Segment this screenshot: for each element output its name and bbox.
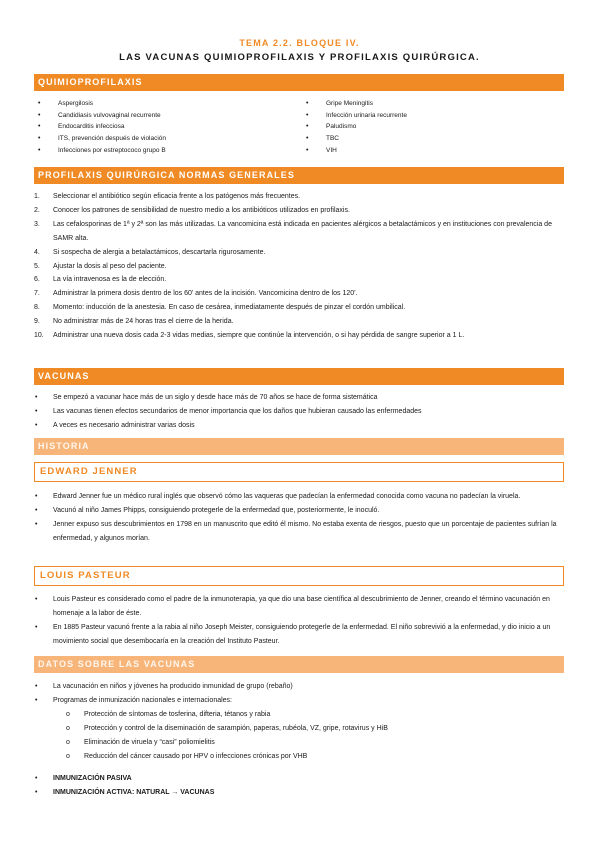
bullet-icon: • (35, 624, 38, 632)
circle-bullet-icon: o (66, 725, 70, 733)
jenner-list (34, 490, 562, 546)
section-heading-historia: HISTORIA (34, 438, 564, 455)
list-item: • Infección urinaria recurrente (302, 110, 562, 122)
sublist-item: o Protección y control de la diseminación de sarampión, paperas, rubéola, VZ, gripe, rotavirus y HiB (34, 722, 562, 736)
pasteur-list (34, 593, 562, 649)
list-item: • Vacunó al niño James Phipps, consiguiendo protegerle de la enfermedad que, posteriormente, le inoculó. (34, 504, 562, 518)
bullet-icon: • (35, 394, 38, 401)
list-item: • Paludismo (302, 121, 562, 133)
subsection-heading-jenner: EDWARD JENNER (34, 462, 564, 482)
list-item: • Infecciones por estreptococo grupo B (34, 145, 294, 157)
list-item: • Las vacunas tienen efectos secundarios de menor importancia que los daños que hubieran causado las enfermedades (34, 405, 562, 419)
list-item: 4. Si sospecha de alergia a betalactámicos, descartarla rigurosamente. (34, 248, 266, 256)
list-item: • VIH (302, 145, 562, 157)
list-item: 5. Ajustar la dosis al peso del paciente. (34, 262, 167, 270)
list-item: 6. La vía intravenosa es la de elección. (34, 276, 167, 284)
section-heading-datos: DATOS SOBRE LAS VACUNAS (34, 656, 564, 673)
bullet-icon: • (35, 775, 38, 782)
list-item: • En 1885 Pasteur vacunó frente a la rabia al niño Joseph Meister, consiguiendo protegerle de la enfermedad. El niño sobrevivió a la enfermedad, y dio inicio a un movimiento social que desembocaría en la creación del Instituto Pasteur. (34, 621, 562, 649)
list-item: • Jenner expuso sus descubrimientos en 1798 en un manuscrito que editó él mismo. No estaba exenta de riesgos, puesto que un porcentaje de pacientes sufrían la enfermedad, y algunos morían. (34, 518, 562, 546)
bullet-icon: • (306, 135, 309, 143)
list-item: 8. Momento: inducción de la anestesia. En caso de cesárea, inmediatamente después de pinzar el cordón umbilical. (34, 304, 406, 312)
vacunas-list (34, 391, 562, 433)
document-title: TEMA 2.2. BLOQUE IV. (239, 38, 360, 48)
datos-list (34, 680, 562, 765)
list-item: 1. Seleccionar el antibiótico según eficacia frente a los patógenos más frecuentes. (34, 193, 301, 200)
sublist-item: o Reducción del cáncer causado por HPV o infecciones crónicas por VHB (34, 750, 562, 764)
profilaxis-list (34, 190, 562, 343)
bullet-icon: • (306, 111, 309, 119)
bullet-icon: • (38, 111, 41, 119)
circle-bullet-icon: o (66, 711, 70, 719)
bullet-icon: • (35, 683, 38, 690)
list-item (34, 786, 562, 800)
bullet-icon: • (35, 422, 38, 430)
inmunizacion-list (34, 772, 562, 800)
subsection-heading-pasteur: LOUIS PASTEUR (34, 566, 564, 586)
list-item: • ITS, prevención después de violación (34, 133, 294, 145)
list-item: • Se empezó a vacunar hace más de un siglo y desde hace más de 70 años se hace de forma sistemática (34, 391, 562, 405)
list-item: • TBC (302, 133, 562, 145)
bullet-icon: • (35, 408, 38, 416)
bullet-icon: • (35, 507, 38, 515)
circle-bullet-icon: o (66, 753, 70, 761)
bullet-icon: • (306, 123, 309, 131)
bullet-icon: • (35, 789, 38, 797)
quimioprofilaxis-list-left (34, 98, 294, 157)
list-item: • Louis Pasteur es considerado como el padre de la inmunoterapia, ya que dio una base científica al descubrimiento de Jenner, creando el término vacunación en homenaje a la labor de éste. (34, 593, 562, 621)
list-item: • Aspergilosis (34, 98, 294, 110)
sublist-item: o Protección de síntomas de tosferina, difteria, tétanos y rabia (34, 708, 562, 722)
programas-sublist (34, 708, 562, 764)
list-item: • A veces es necesario administrar varias dosis (34, 419, 562, 433)
list-item: • Edward Jenner fue un médico rural inglés que observó cómo las vaqueras que padecían la enfermedad conocida como vacuna no padecían la viruela. (34, 490, 562, 504)
section-heading-vacunas: VACUNAS (34, 368, 564, 385)
document-subtitle: LAS VACUNAS QUIMIOPROFILAXIS Y PROFILAXIS QUIRÚRGICA. (119, 52, 480, 63)
bullet-icon: • (35, 697, 38, 705)
sublist-item: o Eliminación de viruela y “casi” poliomielitis (34, 736, 562, 750)
circle-bullet-icon: o (66, 739, 70, 747)
quimioprofilaxis-list-right (302, 98, 562, 157)
bullet-icon: • (306, 146, 309, 154)
list-item: • La vacunación en niños y jóvenes ha producido inmunidad de grupo (rebaño) (34, 680, 562, 694)
bullet-icon: • (38, 146, 41, 154)
list-item: • Endocarditis infecciosa (34, 121, 294, 133)
inmunizacion-activa: INMUNIZACIÓN ACTIVA: NATURAL → VACUNAS (53, 789, 215, 797)
list-item: 9. No administrar más de 24 horas tras el cierre de la herida. (34, 318, 234, 326)
list-item: • Programas de inmunización nacionales e internacionales: o Protección de síntomas de tosferina, difteria, tétanos y rabia o Protección y control de la diseminación de sarampión, paperas, rubéola, VZ, gripe, rotavirus y HiB o Eliminación de viruela y “casi” poliomielitis o Reducción del cáncer causado por HPV o infecciones crónicas por VHB (34, 694, 562, 764)
list-item: 10. Administrar una nueva dosis cada 2-3 vidas medias, siempre que continúe la intervención, o si hay pérdida de sangre superior a 1 L. (34, 332, 465, 340)
list-item: 3. Las cefalosporinas de 1ª y 2ª son las más utilizadas. La vancomicina está indicada en pacientes alérgicos a betalactámicos y en instituciones con prevalencia de SAMR alta. (34, 220, 552, 242)
bullet-icon: • (35, 521, 38, 529)
bullet-icon: • (38, 135, 41, 143)
bullet-icon: • (38, 123, 41, 131)
bullet-icon: • (35, 493, 38, 500)
bullet-icon: • (38, 100, 41, 107)
list-item: 2. Conocer los patrones de sensibilidad de nuestro medio a los antibióticos utilizados en profilaxis. (34, 206, 350, 214)
section-heading-quimioprofilaxis: QUIMIOPROFILAXIS (34, 74, 564, 91)
inmunizacion-pasiva: INMUNIZACIÓN PASIVA (53, 775, 132, 782)
list-item: • Gripe Meningitis (302, 98, 562, 110)
bullet-icon: • (306, 100, 309, 107)
bullet-icon: • (35, 596, 38, 603)
section-heading-profilaxis: PROFILAXIS QUIRÚRGICA NORMAS GENERALES (34, 167, 564, 184)
list-item (34, 772, 562, 786)
list-item: 7. Administrar la primera dosis dentro de los 60’ antes de la incisión. Vancomicina dentro de los 120’. (34, 290, 358, 298)
list-item: • Candidiasis vulvovaginal recurrente (34, 110, 294, 122)
